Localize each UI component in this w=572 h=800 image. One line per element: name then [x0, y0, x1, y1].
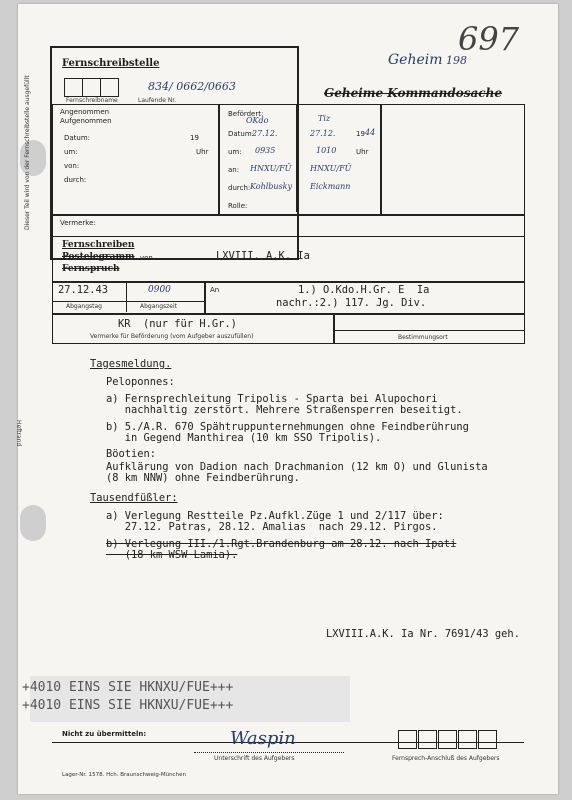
phone-box [418, 730, 437, 749]
text-line: nachhaltig zerstört. Mehrere Straßensperren beseitigt. [106, 404, 463, 416]
code-box [100, 78, 119, 97]
label-year: 19 [190, 134, 199, 142]
message-from: LXVIII. A.K. Ia [216, 250, 310, 262]
recipient-2: nachr.:2.) 117. Jg. Div. [276, 297, 427, 309]
phone-box [458, 730, 477, 749]
recipient-1: 1.) O.Kdo.H.Gr. E Ia [298, 284, 430, 296]
margin-label: Heftrand [15, 420, 22, 447]
label-abgangstag: Abgangstag [66, 303, 102, 310]
text-line: a) Verlegung Restteile Pz.Aufkl.Züge 1 und 2/117 über: [106, 510, 444, 522]
label-f-datum: Datum: [228, 130, 255, 138]
kr-note: KR (nur für H.Gr.) [118, 318, 237, 330]
geheim-small-number: 198 [446, 54, 467, 67]
fernschreibstelle-label: Fernschreibstelle [62, 58, 160, 69]
forwarded-box [219, 104, 381, 216]
signature: Waspin [230, 728, 296, 749]
side-notice: Dieser Teil wird von der Fernschreibstelle ausgefüllt [24, 75, 31, 230]
label-f-durch: durch: [228, 184, 251, 192]
code-box [64, 78, 83, 97]
section-boeotien: Böotien: [106, 448, 157, 460]
text-line: 27.12. Patras, 28.12. Amalias nach 29.12. Pirgos. [106, 521, 438, 533]
label-f-uhr: Uhr [356, 148, 369, 156]
label-bestimmungsort: Bestimmungsort [398, 334, 448, 341]
text-line: b) 5./A.R. 670 Spähtruppunternehmungen ohne Feindberührung [106, 421, 469, 433]
kommandosache-label: Geheime Kommandosache [324, 86, 502, 100]
label-datum: Datum: [64, 134, 91, 142]
f-col1-top: OKdo [246, 116, 269, 125]
label-f-an: an: [228, 166, 240, 174]
dispatch-time: 0900 [148, 285, 171, 295]
kind-fernschreiben: Fernschreiben [62, 240, 135, 250]
section-tausendfuessler: Tausendfüßler: [90, 492, 178, 504]
f-year-suffix: 44 [365, 128, 376, 137]
dispatch-date: 27.12.43 [58, 284, 109, 296]
label-nicht-uebermitteln: Nicht zu übermitteln: [62, 730, 147, 738]
f-col2-an: HNXU/FÜ [310, 164, 352, 173]
label-unterschrift: Unterschrift des Aufgebers [214, 755, 295, 762]
label-vermerke-befoerderung: Vermerke für Beförderung (vom Aufgeber auszufüllen) [90, 333, 254, 340]
kind-fernspruch: Fernspruch [62, 264, 120, 274]
label-fernschreibname: Fernschreibname [66, 97, 118, 104]
code-box [82, 78, 101, 97]
f-col2-durch: Eickmann [310, 182, 351, 191]
label-angenommen: Angenommen [60, 108, 110, 116]
f-col2-top: Tiz [318, 114, 331, 123]
geheim-label: Geheim [388, 52, 443, 68]
punch-hole [20, 505, 46, 541]
empty-box [381, 104, 525, 216]
f-col2-um: 1010 [316, 146, 337, 155]
label-abgangszeit: Abgangszeit [140, 303, 177, 310]
label-an: An [210, 286, 220, 294]
stamp-line: +4010 EINS SIE HKNXU/FUE+++ [22, 680, 234, 695]
text-line: (8 km NNW) ohne Feindberührung. [106, 472, 300, 484]
text-line: a) Fernsprechleitung Tripolis - Sparta bei Alupochori [106, 393, 438, 405]
label-von: von: [64, 162, 80, 170]
label-f-rolle: Rolle: [228, 202, 248, 210]
label-befoerdert: Befördert: [228, 110, 264, 118]
label-vermerke: Vermerke: [60, 219, 96, 227]
label-um: um: [64, 148, 78, 156]
struck-line: (18 km WSW Lamia). [106, 549, 238, 561]
label-f-um: um: [228, 148, 242, 156]
f-col1-durch: Kohlbusky [250, 182, 293, 191]
label-durch: durch: [64, 176, 87, 184]
handwritten-number: 834/ 0662/0663 [148, 80, 236, 93]
body-heading: Tagesmeldung. [90, 358, 172, 370]
f-col1-datum: 27.12. [252, 129, 278, 138]
f-col2-datum: 27.12. [310, 129, 336, 138]
f-col1-um: 0935 [255, 146, 276, 155]
printer-imprint: Lager-Nr. 1578. Hch. Braunschweig-München [62, 772, 186, 778]
f-col1-an: HNXU/FÜ [250, 164, 292, 173]
label-aufgenommen: Aufgenommen [60, 117, 112, 125]
phone-box [398, 730, 417, 749]
struck-line: b) Verlegung III./1.Rgt.Brandenburg am 28.12. nach Ipati [106, 538, 457, 550]
phone-box [478, 730, 497, 749]
phone-box [438, 730, 457, 749]
label-uhr: Uhr [196, 148, 209, 156]
geheim-big-number: 697 [458, 20, 520, 58]
label-f-year: 19 [356, 130, 365, 138]
kind-postelegramm: Postelegramm [62, 252, 135, 262]
stamp-line: +4010 EINS SIE HKNXU/FUE+++ [22, 698, 234, 713]
label-fernsprech: Fernsprech-Anschluß des Aufgebers [392, 755, 500, 762]
section-peloponnes: Peloponnes: [106, 376, 175, 388]
label-laufende-nr: Laufende Nr. [138, 97, 177, 104]
text-line: in Gegend Manthirea (10 km SSO Tripolis). [106, 432, 382, 444]
reference-line: LXVIII.A.K. Ia Nr. 7691/43 geh. [326, 628, 520, 640]
label-message-von: von [140, 254, 153, 262]
text-line: Aufklärung von Dadion nach Drachmanion (12 km O) und Glunista [106, 461, 488, 473]
